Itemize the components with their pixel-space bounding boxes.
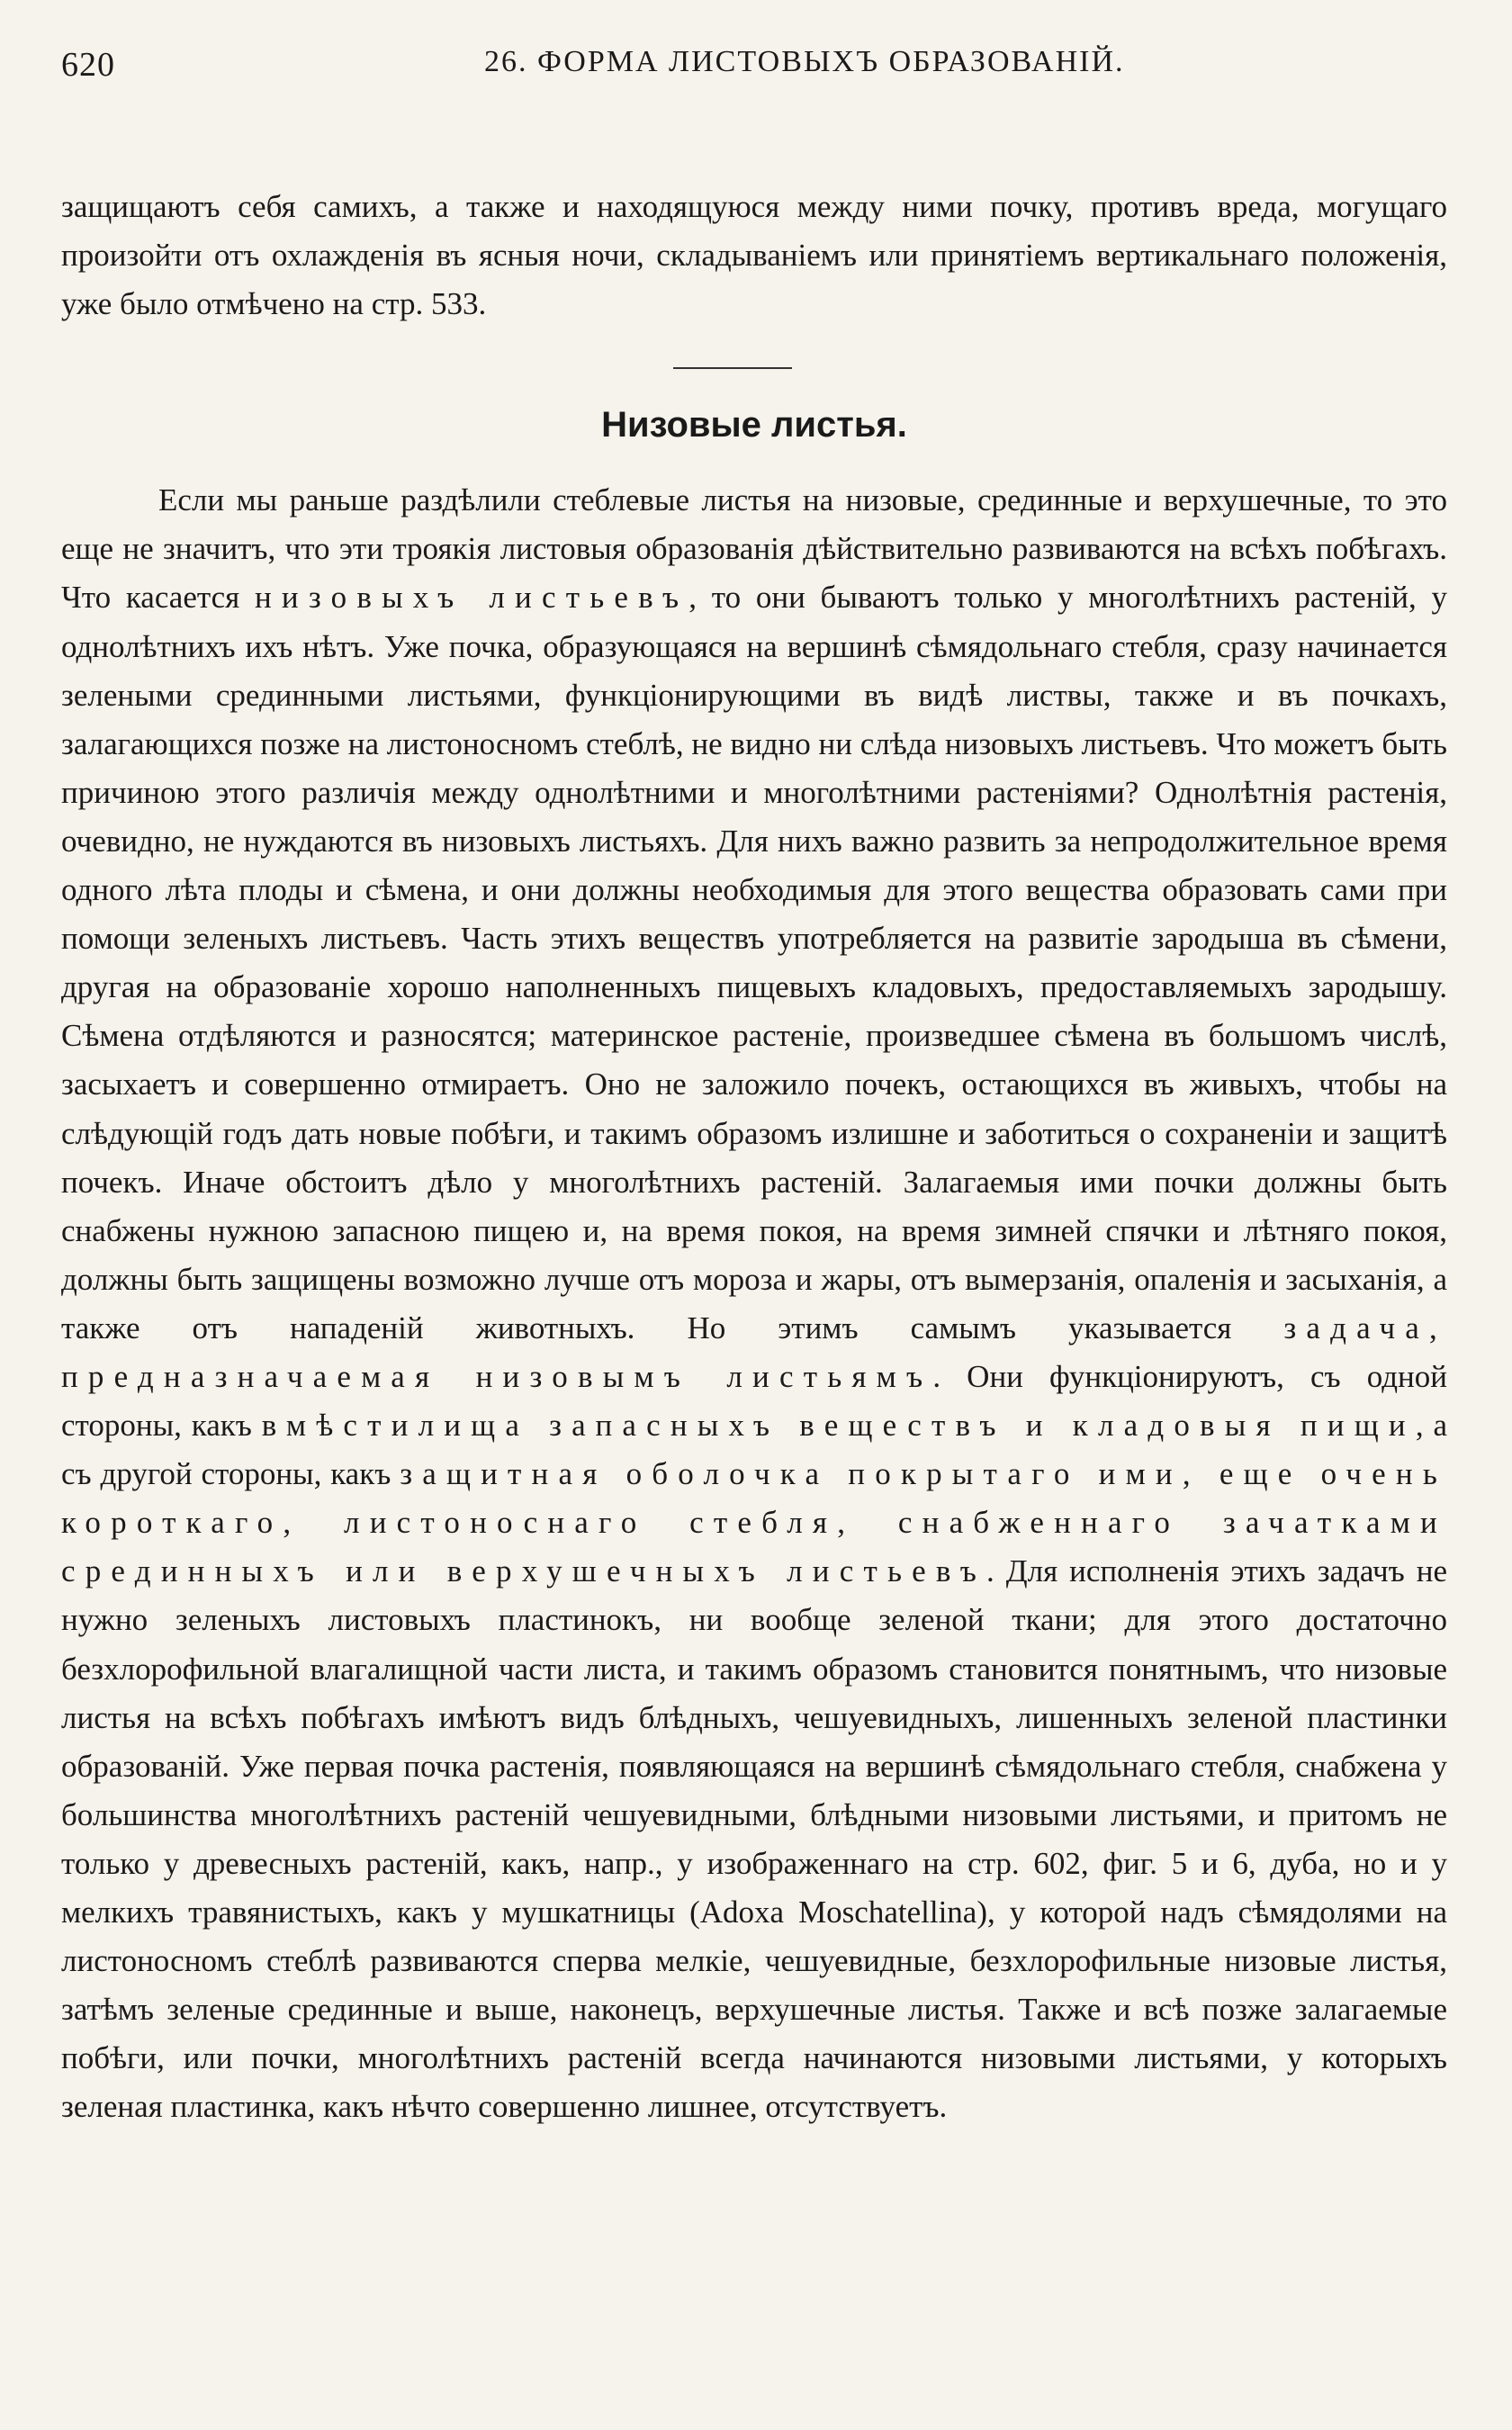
section-divider bbox=[673, 367, 792, 369]
page-number: 620 bbox=[61, 46, 115, 84]
text-run: . Они функціонируютъ, съ одной стороны, какъ bbox=[61, 1358, 1447, 1444]
text-run: . Для исполненія этихъ задачъ не нужно зеленыхъ листовыхъ пластинокъ, ни вообще зеленой ткани; для этого достаточно безхлорофильной влагалищной части листа, и такимъ образомъ становится понятнымъ, что низовые листья на всѣхъ побѣгахъ имѣютъ видъ блѣдныхъ, чешуевидныхъ, лишенныхъ зеленой пластинки образованій. Уже первая почка растенія, появляющаяся на вершинѣ сѣмядольнаго стебля, снабжена у большинства многолѣтнихъ растеній чешуевидными, блѣдными низовыми листьями, и притомъ не только у древесныхъ растеній, какъ, напр., у изображеннаго на стр. 602, фиг. 5 и 6, дуба, но и у мелкихъ травянистыхъ, какъ у мушкатницы (Adoxa Moschatellina), у которой надъ сѣмядолями на листоносномъ стеблѣ развиваются сперва мелкіе, чешуевидные, безхлорофильные низовые листья, затѣмъ зеленые срединные и выше, наконецъ, верхушечные листья. Также и всѣ позже залагаемые побѣги, или почки, многолѣтнихъ растеній всегда начинаются низовыми листьями, у которыхъ зеленая пластинка, какъ нѣчто совершенно лишнее, отсутствуетъ. bbox=[61, 1553, 1447, 2125]
section-heading: Низовые листья. bbox=[601, 405, 907, 446]
emphasized-term: вмѣстилища запасныхъ веществъ и кладовыя пищи bbox=[261, 1408, 1416, 1444]
body-paragraph bbox=[61, 476, 1447, 2131]
text-run: , а съ другой стороны, какъ bbox=[61, 1408, 1447, 1492]
chapter-title: 26. ФОРМА ЛИСТОВЫХЪ ОБРАЗОВАНІЙ. bbox=[484, 45, 1125, 78]
text-run: , то они бываютъ только у многолѣтнихъ растеній, у однолѣтнихъ ихъ нѣтъ. Уже почка, образующаяся на вершинѣ сѣмядольнаго стебля, сразу начинается зелеными срединными листьями, функціонирующими въ видѣ листвы, также и въ почкахъ, залагающихся позже на листоносномъ стеблѣ, не видно ни слѣда низовыхъ листьевъ. Что можетъ быть причиною этого различія между однолѣтними и многолѣтними растеніями? Однолѣтнія растенія, очевидно, не нуждаются въ низовыхъ листьяхъ. Для нихъ важно развить за непродолжительное время одного лѣта плоды и сѣмена, и они должны необходимыя для этого вещества образовать сами при помощи зеленыхъ листьевъ. Часть этихъ веществъ употребляется на развитіе зародыша въ сѣмени, другая на образованіе хорошо наполненныхъ пищевыхъ кладовыхъ, предоставляемыхъ зародышу. Сѣмена отдѣляются и разносятся; материнское растеніе, произведшее сѣмена въ большомъ числѣ, засыхаетъ и совершенно отмираетъ. Оно не заложило почекъ, остающихся въ живыхъ, чтобы на слѣдующій годъ дать новые побѣги, и такимъ образомъ излишне и заботиться о сохраненіи и защитѣ почекъ. Иначе обстоитъ дѣло у многолѣтнихъ растеній. Залагаемыя ими почки должны быть снабжены нужною запасною пищею и, на время покоя, на время зимней спячки и лѣтняго покоя, должны быть защищены возможно лучше отъ мороза и жары, отъ вымерзанія, опаленія и засыханія, а также отъ нападеній животныхъ. Но этимъ самымъ указывается bbox=[61, 580, 1447, 1346]
emphasized-term: защитная оболочка покрытаго ими, еще очень короткаго, листоноснаго стебля, снабженнаго зачатками срединныхъ или верхушечныхъ листьевъ bbox=[61, 1456, 1447, 1589]
emphasized-term: задача, предназначаемая низовымъ листьямъ bbox=[61, 1310, 1447, 1394]
continued-paragraph-text: защищаютъ себя самихъ, а также и находящуюся между ними почку, противъ вреда, могущаго произойти отъ охлажденія въ ясныя ночи, складываніемъ или принятіемъ вертикальнаго положенія, уже было отмѣчено на стр. 533. bbox=[61, 189, 1447, 322]
continued-paragraph bbox=[61, 183, 1447, 328]
running-head bbox=[61, 45, 1447, 90]
emphasized-term: низовыхъ листьевъ bbox=[254, 580, 689, 616]
text-run: Если мы раньше раздѣлили стеблевые листья на низовые, срединные и верхушечные, то это еще не значитъ, что эти троякія листовыя образованія дѣйствительно развиваются на всѣхъ побѣгахъ. Что касается bbox=[61, 482, 1447, 616]
